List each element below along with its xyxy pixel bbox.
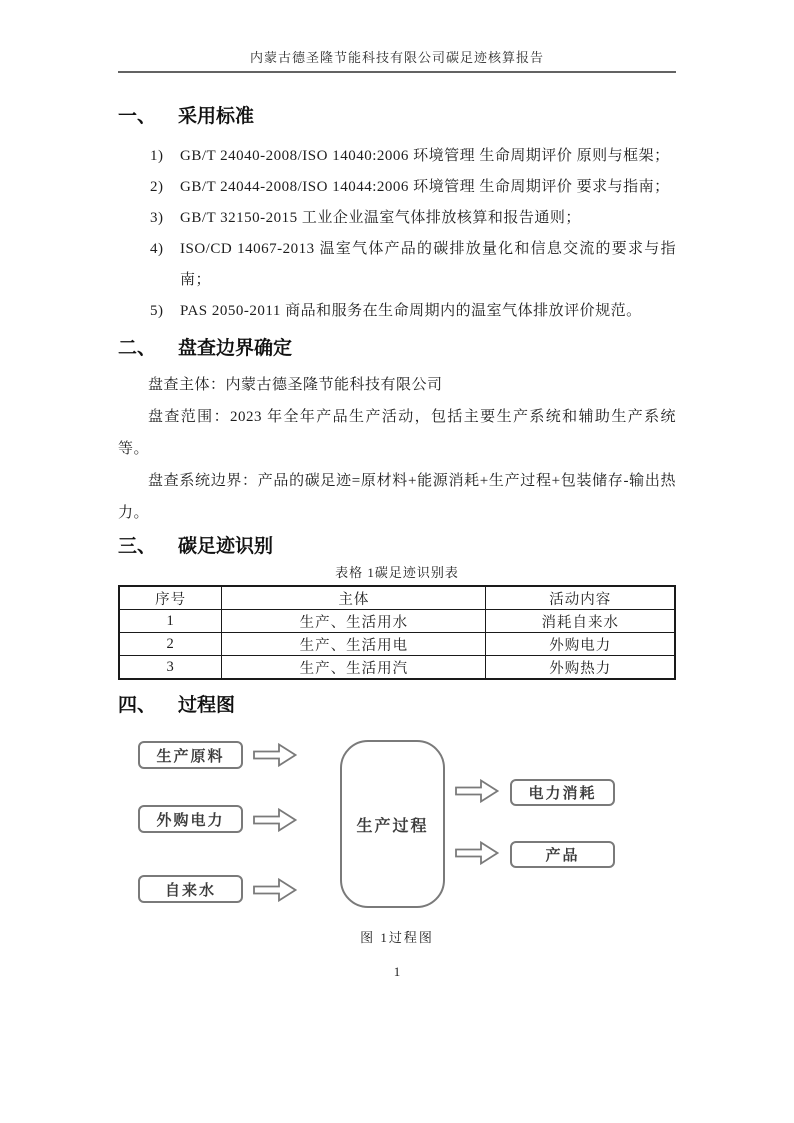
list-marker: 1) bbox=[150, 148, 164, 164]
input-box-purchased-electricity: 外购电力 bbox=[138, 805, 243, 833]
list-marker: 3) bbox=[150, 210, 164, 226]
table-cell: 生产、生活用水 bbox=[222, 610, 486, 633]
paragraph: 盘查范围：2023 年全年产品生产活动，包括主要生产系统和辅助生产系统等。 bbox=[118, 409, 676, 457]
table-row bbox=[119, 633, 675, 656]
process-box: 生产过程 bbox=[340, 740, 445, 908]
section-title: 盘查边界确定 bbox=[178, 338, 293, 359]
list-text: ISO/CD 14067-2013 温室气体产品的碳排放量化和信息交流的要求与指南； bbox=[180, 241, 676, 288]
table-row bbox=[119, 656, 675, 680]
section-title: 过程图 bbox=[178, 695, 236, 716]
paragraph: 盘查系统边界：产品的碳足迹=原材料+能源消耗+生产过程+包装储存-输出热力。 bbox=[118, 473, 676, 521]
column-header: 活动内容 bbox=[486, 586, 675, 610]
section-number: 一、 bbox=[118, 106, 157, 127]
list-text: PAS 2050-2011 商品和服务在生命周期内的温室气体排放评价规范。 bbox=[180, 303, 642, 319]
section-number: 二、 bbox=[118, 338, 157, 359]
section-3-heading bbox=[118, 533, 676, 561]
table-caption: 表格 1碳足迹识别表 bbox=[335, 565, 459, 580]
carbon-footprint-table bbox=[118, 585, 676, 680]
list-marker: 2) bbox=[150, 179, 164, 195]
boundary-paragraphs bbox=[118, 369, 676, 529]
list-item bbox=[118, 172, 676, 203]
column-header: 序号 bbox=[119, 586, 222, 610]
running-header: 内蒙古德圣隆节能科技有限公司碳足迹核算报告 bbox=[249, 50, 544, 65]
list-item bbox=[118, 203, 676, 234]
table-cell: 消耗自来水 bbox=[486, 610, 675, 633]
table-cell: 1 bbox=[119, 610, 222, 633]
standards-list bbox=[118, 141, 676, 327]
table-header-row bbox=[119, 586, 675, 610]
figure-caption: 图 1过程图 bbox=[360, 930, 434, 945]
list-item bbox=[118, 296, 676, 327]
column-header: 主体 bbox=[222, 586, 486, 610]
list-marker: 4) bbox=[150, 241, 164, 257]
paragraph: 盘查主体：内蒙古德圣隆节能科技有限公司 bbox=[148, 377, 443, 393]
list-text: GB/T 32150-2015 工业企业温室气体排放核算和报告通则； bbox=[180, 210, 581, 226]
input-box-tap-water: 自来水 bbox=[138, 875, 243, 903]
section-title: 碳足迹识别 bbox=[178, 536, 274, 557]
right-arrow-icon bbox=[253, 742, 297, 768]
process-diagram bbox=[118, 728, 676, 920]
table-cell: 外购热力 bbox=[486, 656, 675, 680]
header-rule bbox=[118, 71, 676, 73]
list-text: GB/T 24044-2008/ISO 14044:2006 环境管理 生命周期评价 要求与指南； bbox=[180, 179, 670, 195]
output-box-product: 产品 bbox=[510, 841, 615, 868]
page-number: 1 bbox=[393, 964, 401, 979]
table-cell: 2 bbox=[119, 633, 222, 656]
section-2-heading bbox=[118, 335, 676, 363]
section-number: 三、 bbox=[118, 536, 157, 557]
input-box-raw-material: 生产原料 bbox=[138, 741, 243, 769]
table-cell: 3 bbox=[119, 656, 222, 680]
right-arrow-icon bbox=[455, 778, 499, 804]
table-cell: 生产、生活用电 bbox=[222, 633, 486, 656]
output-box-electricity-consumption: 电力消耗 bbox=[510, 779, 615, 806]
section-4-heading bbox=[118, 692, 676, 720]
list-item bbox=[118, 141, 676, 172]
list-marker: 5) bbox=[150, 303, 164, 319]
section-1-heading bbox=[118, 103, 676, 131]
table-row bbox=[119, 610, 675, 633]
right-arrow-icon bbox=[253, 877, 297, 903]
table-cell: 生产、生活用汽 bbox=[222, 656, 486, 680]
right-arrow-icon bbox=[253, 807, 297, 833]
page-content bbox=[118, 103, 676, 982]
right-arrow-icon bbox=[455, 840, 499, 866]
list-item bbox=[118, 234, 676, 296]
section-number: 四、 bbox=[118, 695, 157, 716]
list-text: GB/T 24040-2008/ISO 14040:2006 环境管理 生命周期评价 原则与框架； bbox=[180, 148, 670, 164]
table-cell: 外购电力 bbox=[486, 633, 675, 656]
section-title: 采用标准 bbox=[178, 106, 255, 127]
